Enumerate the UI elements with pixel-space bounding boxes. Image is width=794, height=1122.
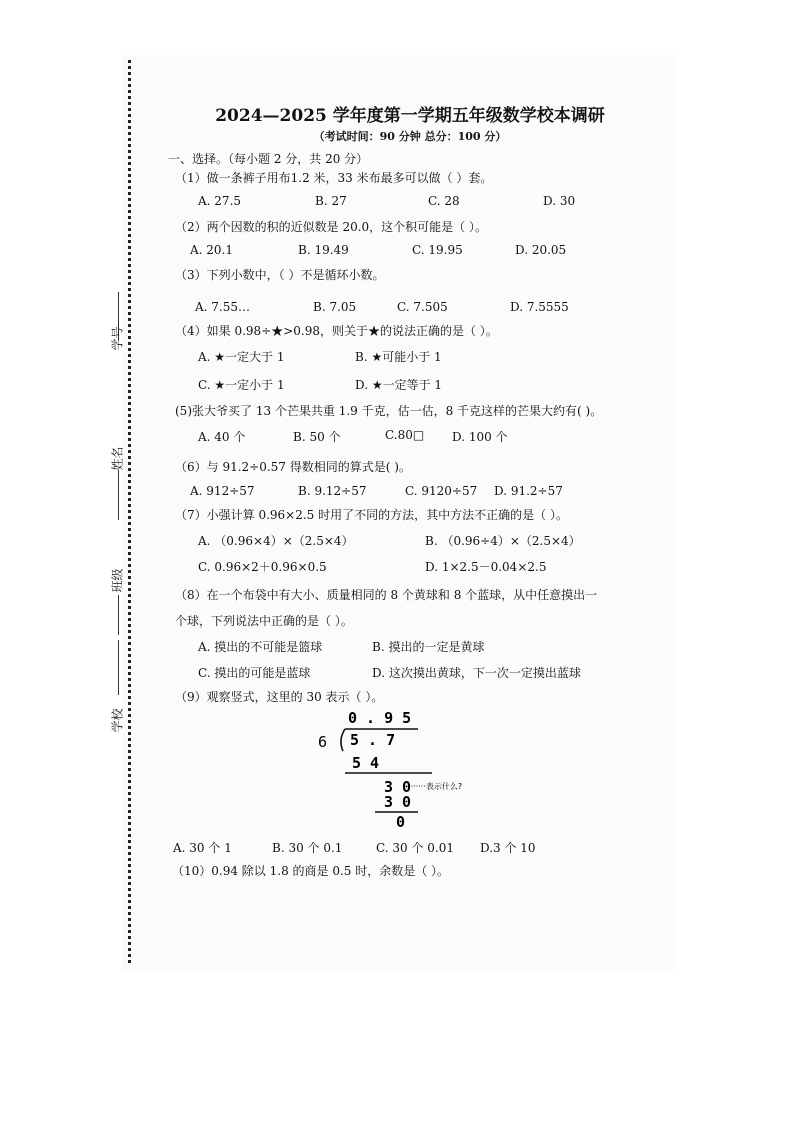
question-6-option-c: C. 9120÷57 bbox=[405, 484, 478, 498]
division-bracket bbox=[341, 729, 345, 751]
division-remainder: 0 bbox=[396, 813, 406, 831]
question-6-option-d: D. 91.2÷57 bbox=[494, 484, 563, 498]
question-4-option-c: C. ★一定小于 1 bbox=[198, 378, 285, 392]
question-6-option-b: B. 9.12÷57 bbox=[298, 484, 367, 498]
name-label: 姓名 bbox=[110, 446, 125, 471]
question-1-option-c: C. 28 bbox=[428, 194, 460, 208]
question-5-option-b: B. 50 个 bbox=[293, 430, 341, 444]
question-3-option-a: A. 7.55… bbox=[195, 300, 251, 314]
question-7-option-d: D. 1×2.5－0.04×2.5 bbox=[425, 560, 547, 574]
question-4-option-a: A. ★一定大于 1 bbox=[198, 350, 285, 364]
division-divisor: 6 bbox=[318, 733, 328, 751]
division-step-2: 3 0 bbox=[384, 778, 412, 796]
question-7-option-b: B. （0.96÷4）×（2.5×4） bbox=[425, 534, 581, 548]
question-4-option-b: B. ★可能小于 1 bbox=[355, 350, 442, 364]
division-annotation: ·········表示什么? bbox=[403, 782, 463, 791]
question-6-option-a: A. 912÷57 bbox=[190, 484, 255, 498]
question-2-option-d: D. 20.05 bbox=[515, 243, 567, 257]
question-3-option-c: C. 7.505 bbox=[397, 300, 448, 314]
question-8-option-a: A. 摸出的不可能是篮球 bbox=[198, 640, 323, 654]
question-9-option-c: C. 30 个 0.01 bbox=[376, 841, 455, 855]
division-dividend: 5 . 7 bbox=[350, 731, 396, 749]
question-10-stem: （10）0.94 除以 1.8 的商是 0.5 时，余数是（ ）。 bbox=[172, 864, 450, 878]
exam-info: （考试时间：90 分钟 总分：100 分） bbox=[313, 130, 507, 143]
division-step-3: 3 0 bbox=[384, 793, 412, 811]
class-blank bbox=[118, 595, 119, 635]
question-4-option-d: D. ★一定等于 1 bbox=[355, 378, 443, 392]
question-3-option-b: B. 7.05 bbox=[313, 300, 357, 314]
question-9-option-a: A. 30 个 1 bbox=[173, 841, 232, 855]
question-2-option-a: A. 20.1 bbox=[190, 243, 234, 257]
question-9-stem: （9）观察竖式，这里的 30 表示（ ）。 bbox=[175, 690, 384, 704]
division-step-1: 5 4 bbox=[352, 754, 380, 772]
question-3-option-d: D. 7.5555 bbox=[510, 300, 569, 314]
question-8-option-d: D. 这次摸出黄球，下一次一定摸出蓝球 bbox=[372, 666, 581, 680]
question-7-option-c: C. 0.96×2＋0.96×0.5 bbox=[198, 560, 327, 574]
question-9-option-b: B. 30 个 0.1 bbox=[272, 841, 343, 855]
question-1-stem: （1）做一条裤子用布1.2 米，33 米布最多可以做（ ）套。 bbox=[175, 171, 493, 185]
binding-dotted-line bbox=[128, 60, 131, 963]
name-blank bbox=[118, 470, 119, 520]
question-5-stem: (5)张大爷买了 13 个芒果共重 1.9 千克，估一估，8 千克这样的芒果大约有( )。 bbox=[175, 404, 603, 418]
question-8-option-c: C. 摸出的可能是蓝球 bbox=[198, 666, 311, 680]
class-label: 班级 bbox=[110, 568, 125, 593]
question-8-stem: （8）在一个布袋中有大小、质量相同的 8 个黄球和 8 个蓝球，从中任意摸出一 bbox=[175, 588, 598, 602]
question-8-stem-continued: 个球，下列说法中正确的是（ ）。 bbox=[175, 614, 353, 628]
question-7-option-a: A. （0.96×4）×（2.5×4） bbox=[198, 534, 354, 548]
school-label: 学校 bbox=[110, 708, 125, 733]
question-4-stem: （4）如果 0.98÷★>0.98，则关于★的说法正确的是（ ）。 bbox=[175, 324, 498, 338]
question-8-option-b: B. 摸出的一定是黄球 bbox=[372, 640, 485, 654]
question-7-stem: （7）小强计算 0.96×2.5 时用了不同的方法，其中方法不正确的是（ ）。 bbox=[175, 508, 568, 522]
student-id-label: 学号 bbox=[110, 326, 125, 351]
question-3-stem: （3）下列小数中，（ ）不是循环小数。 bbox=[175, 268, 385, 282]
question-2-stem: （2）两个因数的积的近似数是 20.0，这个积可能是（ ）。 bbox=[175, 220, 487, 234]
question-1-option-d: D. 30 bbox=[543, 194, 576, 208]
question-1-option-a: A. 27.5 bbox=[198, 194, 242, 208]
division-quotient: 0 . 9 5 bbox=[348, 709, 412, 727]
page-title: 2024—2025 学年度第一学期五年级数学校本调研 bbox=[215, 106, 605, 126]
question-2-option-c: C. 19.95 bbox=[412, 243, 463, 257]
question-5-option-c: C.80□ bbox=[385, 428, 425, 442]
question-5-option-d: D. 100 个 bbox=[452, 430, 508, 444]
school-blank bbox=[118, 640, 119, 695]
question-2-option-b: B. 19.49 bbox=[298, 243, 349, 257]
question-5-option-a: A. 40 个 bbox=[198, 430, 246, 444]
long-division-figure bbox=[300, 703, 530, 833]
section-heading: 一、选择。（每小题 2 分，共 20 分） bbox=[168, 152, 369, 166]
question-1-option-b: B. 27 bbox=[315, 194, 347, 208]
question-6-stem: （6）与 91.2÷0.57 得数相同的算式是( )。 bbox=[175, 460, 411, 474]
question-9-option-d: D.3 个 10 bbox=[480, 841, 536, 855]
